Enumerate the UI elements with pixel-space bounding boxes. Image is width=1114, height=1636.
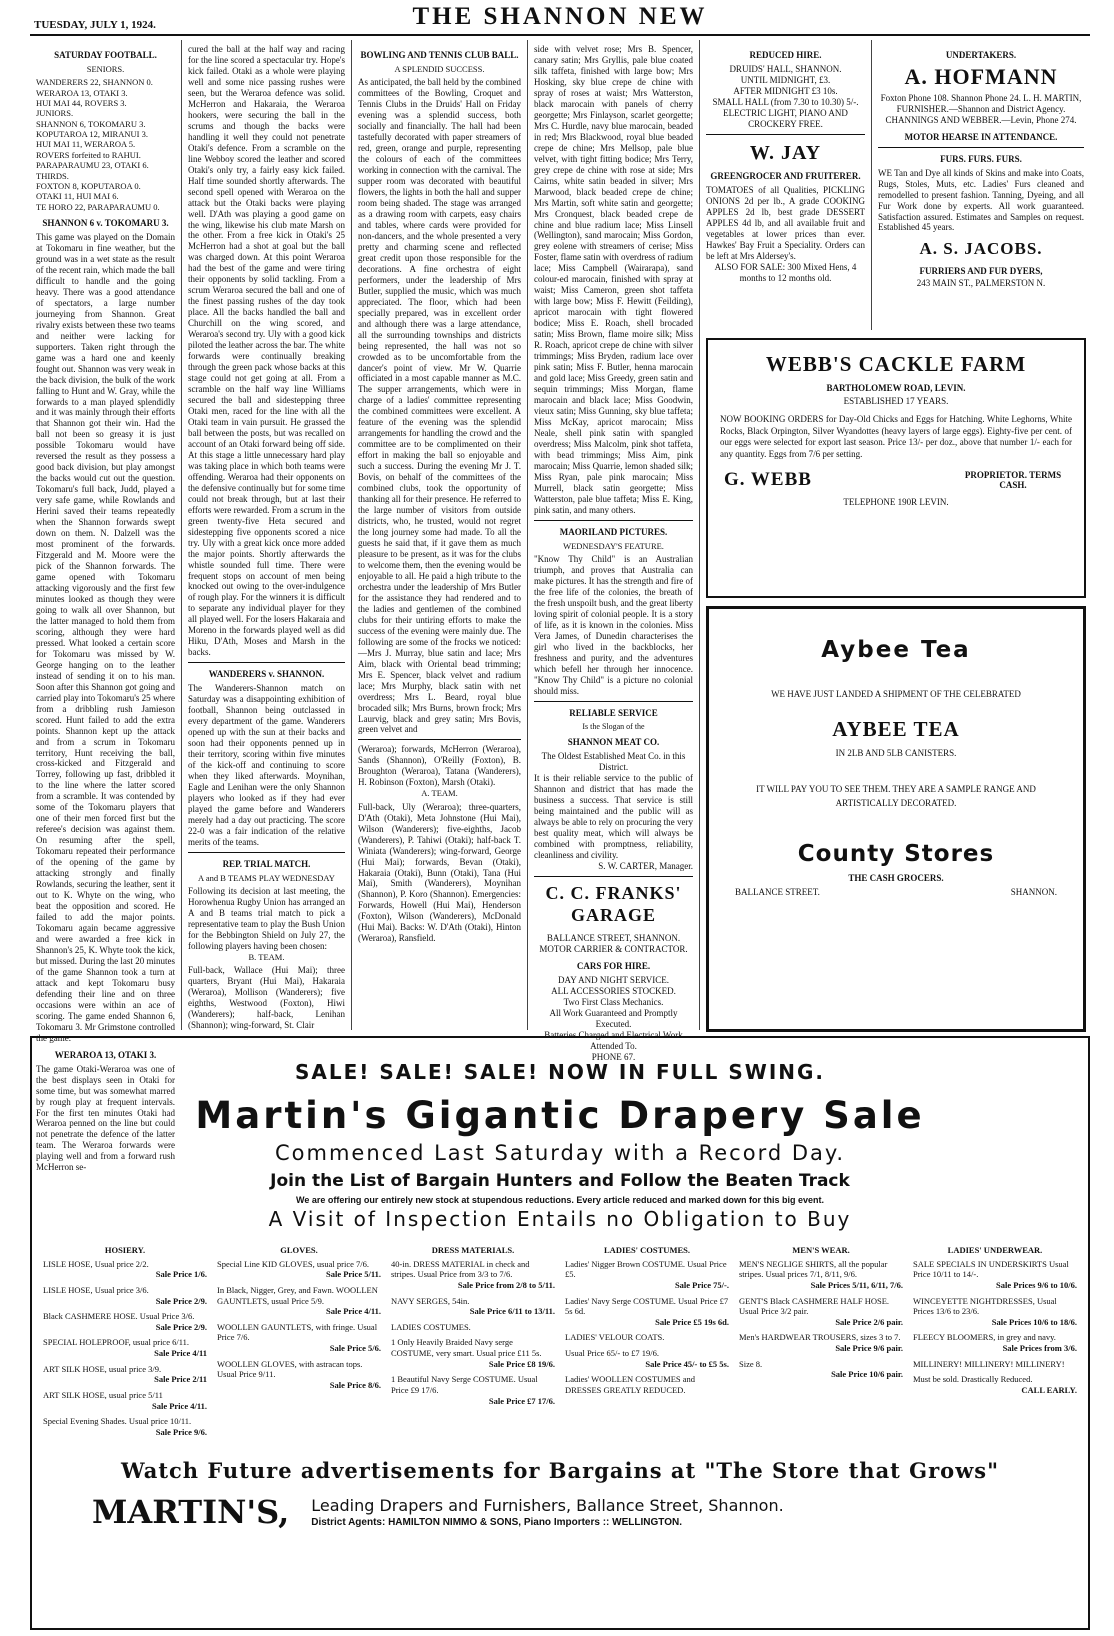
sale-item-price: Sale Price 9/6 pair. <box>835 1343 903 1353</box>
sale-item-price: Sale Price 5/11. <box>325 1269 381 1280</box>
webb-road: BARTHOLOMEW ROAD, LEVIN. <box>826 383 966 393</box>
sale-item <box>391 1374 555 1406</box>
column-6 <box>872 40 1090 330</box>
frocks-list: side with velvet rose; Mrs B. Spencer, canary satin; Mrs Gryllis, pale blue coated silk taffeta, finished with large bow; Mrs Hosking, sky blue crepe de chine with spray of roses at waist; Mrs Watterston, black marocain with panels of cherry georgette; Mrs Finlayson, scarlet georgette; Mrs C. Hurdle, navy blue marocain, beaded in red; Mrs Blackwood, royal blue beaded crepe de chine; Mrs Mellsop, pale blue velvet, with tight fitting bodice; Mrs Terry, grey crepe de chine with rose at side; Mrs Cairns, white satin beaded in silver; Mrs Marwood, black beaded crepe de chine; Mrs Martin, soft white satin and georgette; Mrs Cronquest, black beaded crepe de chine and blue radium lace; Miss Linsell (Wellington), sand marocain; Miss Gordon, grey eolene with streamers of cerise; Miss Foster, flame satin with overdress of radium lace; Miss Campbell (Wairarapa), sand colour-ed marocain, finished with spray at waist; Miss Cameron, green shot taffeta with large bow; Miss F. Hewitt (Feilding), apricot marocain with tight flowered bodice; Miss E. Roach, shell brocaded satin; Miss Brown, flame moire silk; Miss R. Roach, apricot crepe de chine with silver trimmings; Miss Bryden, radium lace over pink satin; Miss F. Butler, henna marocain and gold lace; Miss Greedy, green satin and sequin trimmings; Miss Morgan, flame marocain and black lace; Miss Goodwin, vieux satin; Miss Gunning, sky blue taffeta; Miss McKay, apricot marocain; Miss Neale, shell pink satin with spangled overdress; Miss Malcolm, pink shot taffeta, with bead trimmings; Miss Aim, pink marocain; Miss Quarrie, lemon shaded silk; Miss Ryan, pale pink marocain; Miss Murrell, black satin georgette; Miss Watterston, pale blue taffeta; Miss E. King, pink satin, and many others. <box>534 44 693 515</box>
garage-line: Two First Class Mechanics. <box>563 996 664 1007</box>
sale-item <box>43 1311 207 1332</box>
sale-category <box>38 1245 212 1442</box>
result-line: ROVERS forfeited to RAHUI. <box>36 149 141 160</box>
sale-banner: SALE! SALE! SALE! NOW IN FULL SWING. <box>294 1060 826 1084</box>
sale-item <box>739 1359 903 1380</box>
hofmann-name: A. HOFMANN <box>904 63 1058 89</box>
result-line: SHANNON 6, TOKOMARU 3. <box>36 118 146 129</box>
sale-item-price: CALL EARLY. <box>1021 1384 1077 1395</box>
shannon-tokomaru-heading: SHANNON 6 v. TOKOMARU 3. <box>42 218 169 228</box>
sale-item <box>43 1416 207 1437</box>
sale-item-price: Sale Price £8 19/6. <box>488 1358 555 1369</box>
sale-item-price: Sale Price from 2/8 to 5/11. <box>457 1279 555 1290</box>
seniors-label: SENIORS. <box>86 63 125 74</box>
sale-item <box>391 1322 555 1333</box>
column-4 <box>528 40 700 1062</box>
garage-line: ALL ACCESSORIES STOCKED. <box>551 985 676 996</box>
hire-line: SMALL HALL (from 7.30 to 10.30) 5/-. <box>712 96 859 107</box>
wanderers-shannon-report: The Wanderers-Shannon match on Saturday was a disappointing exhibition of football, Shannon being outclassed in every department of the game. Wanderers opened up with the sun at their backs and soon had their opponents penned up in their territory, scoring within five minutes of the kick-off and continuing to score when they liked afterwards. Moynihan, Eagle and Lenihan were the only Shannon players who looked as if they had ever played the game before and Wanderers merely had a day out practicing. The score 22-0 was a fair indication of the relative merits of the teams. <box>188 683 345 847</box>
jay-body: TOMATOES of all Qualities, PICKLING ONIONS 2d per lb., A grade COOKING APPLES 2d lb, best grade DESSERT APPLES 4d lb, and all available fruit and vegetables at lower prices than ever. Hawkes' Bay Fruit a Speciality. Orders can be left at Mrs Aldersey's. <box>706 185 865 261</box>
sale-item <box>43 1364 207 1385</box>
sale-item-desc: Usual Price 65/- to £7 19/6. <box>565 1348 659 1358</box>
sale-item-price: Sale Price 2/6 pair. <box>835 1316 903 1327</box>
garage-line: All Work Guaranteed and Promptly Executed. <box>549 1007 678 1029</box>
webb-advert <box>706 338 1086 598</box>
aybee-shipment: WE HAVE JUST LANDED A SHIPMENT OF THE CELEBRATED <box>771 689 1021 699</box>
sale-item-price: Sale Price 45/- to £5 5s. <box>645 1358 729 1369</box>
sale-item <box>913 1374 1077 1395</box>
divider <box>188 852 345 853</box>
sale-item <box>391 1337 555 1369</box>
sale-item-price: Sale Price 2/9. <box>155 1321 207 1332</box>
sale-categories <box>38 1245 1082 1442</box>
watch-future-ads: Watch Future advertisements for Bargains at "The Store that Grows" <box>120 1458 1000 1484</box>
sale-item-price: Sale Price 9/6. <box>155 1426 207 1437</box>
result-line: WANDERERS 22, SHANNON 0. <box>36 77 153 88</box>
hearse-line: MOTOR HEARSE IN ATTENDANCE. <box>904 131 1058 142</box>
sale-item-price: Sale Price 4/11. <box>151 1400 207 1411</box>
sale-category-heading: GLOVES. <box>280 1245 318 1255</box>
sale-item-desc: WINCEYETTE NIGHTDRESSES, Usual Prices 13/6 to 23/6. <box>913 1295 1057 1317</box>
jacobs-advert <box>878 154 1084 289</box>
sale-category <box>386 1245 560 1442</box>
ball-heading: BOWLING AND TENNIS CLUB BALL. <box>360 50 519 60</box>
sale-item-desc: LADIES COSTUMES. <box>391 1321 471 1332</box>
sale-item-desc: LISLE HOSE, Usual price 3/6. <box>43 1284 149 1295</box>
sale-title: Martin's Gigantic Drapery Sale <box>195 1094 925 1137</box>
sale-item-price: Sale Price 2/9. <box>155 1295 207 1306</box>
jacobs-trade: FURRIERS AND FUR DYERS, <box>919 266 1043 277</box>
sale-item-desc: FLEECY BLOOMERS, in grey and navy. <box>913 1332 1056 1343</box>
jay-advert <box>706 141 865 284</box>
sale-category <box>734 1245 908 1442</box>
sale-item <box>913 1332 1077 1353</box>
sale-category <box>908 1245 1082 1442</box>
meat-co-signature: S. W. CARTER, Manager. <box>598 860 693 871</box>
rep-trial-heading: REP. TRIAL MATCH. <box>222 858 311 869</box>
sale-item <box>739 1296 903 1328</box>
sale-item-price: Sale Price 6/11 to 13/11. <box>469 1306 555 1317</box>
rep-trial-subheading: A and B TEAMS PLAY WEDNESDAY <box>198 872 335 883</box>
column-2 <box>182 40 352 1030</box>
sale-item <box>739 1332 903 1353</box>
result-line: THIRDS. <box>36 170 69 181</box>
divider <box>878 147 1084 148</box>
sale-item-desc: Size 8. <box>739 1358 763 1369</box>
sale-item <box>391 1296 555 1317</box>
drapery-sale-advert <box>30 1036 1090 1630</box>
sale-offering: We are offering our entirely new stock at stupendous reductions. Every article reduced and marked down for this big event. <box>296 1195 824 1205</box>
martins-name: MARTIN'S, <box>92 1493 290 1532</box>
sale-item-desc: Black CASHMERE HOSE. Usual Price 3/6. <box>43 1311 195 1322</box>
sale-item <box>565 1332 729 1343</box>
sale-item-price: Sale Prices 9/6 to 10/6. <box>996 1279 1077 1290</box>
sale-category-heading: MEN'S WEAR. <box>792 1245 850 1255</box>
sale-item-desc: Special Line KID GLOVES, usual price 7/6. <box>217 1258 370 1269</box>
garage-name: C. C. FRANKS' GARAGE <box>545 882 682 925</box>
furs-body: WE Tan and Dye all kinds of Skins and make into Coats, Rugs, Stoles, Muts, etc. Ladies' Furs cleaned and remodelled to present fashion. Tanning, Dyeing, and all Fur Work done by experts. All work guaranteed. Satisfaction assured. Estimates and Samples on request. Established 45 years. <box>878 167 1084 233</box>
sale-category-heading: DRESS MATERIALS. <box>431 1245 515 1255</box>
sale-item-price: Sale Price 2/11 <box>154 1374 207 1385</box>
martins-lead: Leading Drapers and Furnishers, Ballance Street, Shannon. <box>311 1496 784 1516</box>
garage-address: BALLANCE STREET, SHANNON. <box>546 932 681 943</box>
result-line: JUNIORS. <box>36 108 74 119</box>
sale-item <box>217 1285 381 1317</box>
sale-item-price: Sale Price 4/11. <box>325 1306 381 1317</box>
webb-owner: G. WEBB <box>724 468 812 490</box>
hire-line: AFTER MIDNIGHT £3 10s. <box>733 85 838 96</box>
result-line: WERAROA 13, OTAKI 3. <box>36 87 128 98</box>
hire-lines <box>706 75 865 130</box>
county-stores-name: County Stores <box>797 840 995 867</box>
store-street: BALLANCE STREET. <box>735 886 820 897</box>
b-team-heading: B. TEAM. <box>248 951 285 962</box>
hire-hall: DRUIDS' HALL, SHANNON. <box>729 63 842 74</box>
b-team-list: Full-back, Wallace (Hui Mai); three quarters, Bryant (Hui Mai), Hakaraia (Weraroa), Mollison (Wanderers); five eighths, Westwood (Foxton), Hiwi (Wanderers); half-back, Lenihan (Shannon); wing-forward, St. Clair <box>188 965 345 1031</box>
maoriland-subheading: WEDNESDAY'S FEATURE. <box>563 540 664 551</box>
weraroa-otaki-report: The game Otaki-Weraroa was one of the best displays seen in Otaki for some time, but was somewhat marred by rough play at frequent intervals. For the first ten minutes Otaki had Weraroa penned on the line but could not penetrate the defence of the latter team. The Weraroa forwards were playing well and from a forward rush McHerron se- <box>36 1063 175 1173</box>
result-line: OTAKI 11, HUI MAI 6. <box>36 191 119 202</box>
sale-item <box>913 1259 1077 1291</box>
sale-item <box>913 1296 1077 1328</box>
sale-item-desc: In Black, Nigger, Grey, and Fawn. WOOLLEN GAUNTLETS, usual Price 5/9. <box>217 1284 378 1306</box>
hire-advert <box>706 50 865 130</box>
sale-category-heading: LADIES' COSTUMES. <box>604 1245 690 1255</box>
sale-item-desc: Ladies' WOOLLEN COSTUMES and DRESSES GREATLY REDUCED. <box>565 1374 696 1395</box>
sale-item-desc: LISLE HOSE, Usual price 2/2. <box>43 1258 149 1269</box>
aybee-advert <box>706 606 1086 1032</box>
ball-report: As anticipated, the ball held by the combined committees of the Bowling, Croquet and Tennis Clubs in the Druids' Hall on Friday evening was a splendid success, both socially and financially. The hall had been tastefully decorated with paper streamers of red, green, orange and purple, representing the colours of each of the committees working in connection with the carnival. The supper room was decorated with beautiful flowers, the lights in both the hall and supper room being shaded. The stage was arranged as a drawing room with carpets, easy chairs and tables, where cards were provided for non-dancers, and the whole presented a very pretty and charming scene and reflected great credit upon those responsible for the decorations. A fine orchestra of eight performers, under the leadership of Mrs Butler, supplied the music, which was much appreciated. The floor, which had been specially prepared, was in excellent order and although there was a large attendance, all the surrounding townships and districts being represented, the hall was not so crowded as to be uncomfortable from the dancer's point of view. Mr W. Quarrie officiated in a most capable manner as M.C. The supper arrangements, which were in charge of a ladies' committee representing the combined committees were excellent. A feature of the evening was the splendid arrangements for handling the crowd and the committee are to be complimented on their effort in making the ball so enjoyable and such a success. During the evening Mr J. T. Bovis, on behalf of the committees of the combined clubs, took the opportunity of thanking all for their presence. He referred to the large number of visitors from outside districts, who, he trusted, would not regret the long journey some had made. To all the guests he said that, if it gave them as much pleasure to be present, as it was for the clubs to welcome them, then the evening would be enjoyable to all. He paid a high tribute to the orchestra under the leadership of Mrs Butler for the assistance they had rendered and to the ladies and gentlemen of the combined clubs for their untiring efforts to make the success of the evening were mainly due. The following are some of the frocks we noticed:—Mrs J. Murray, blue satin and lace; Mrs Aim, black with Oriental bead trimming; Mrs E. Spencer, black velvet and radium lace; Mrs Murphy, black satin with net overdress; Mrs L. Beard, royal blue brocaded silk; Mrs Burns, brown frock; Mrs Laurvig, black and grey satin; Mrs Bovis, green velvet and <box>358 77 521 735</box>
sale-item-desc: 1 Only Heavily Braided Navy serge COSTUME, very smart. Usual price £11 5s. <box>391 1337 542 1358</box>
sale-commenced: Commenced Last Saturday with a Record Day. <box>274 1141 845 1165</box>
rep-trial-report: Following its decision at last meeting, the Horowhenua Rugby Union has arranged an A and B teams trial match to pick a representative team to play the Bush Union for the Bebbington Shield on July 27, the following players having been chosen: <box>188 886 345 951</box>
sale-item-desc: WOOLLEN GLOVES, with astracan tops. Usual Price 9/11. <box>217 1358 363 1380</box>
newspaper-page <box>30 0 1090 1636</box>
jay-sale: ALSO FOR SALE: 300 Mixed Hens, 4 months to 12 months old. <box>714 261 857 283</box>
maoriland-heading: MAORILAND PICTURES. <box>559 526 668 537</box>
sale-bargain-hunters: Join the List of Bargain Hunters and Follow the Beaten Track <box>270 1171 850 1191</box>
column-3 <box>352 40 528 1030</box>
result-line: HUI MAI 11, WERAROA 5. <box>36 139 136 150</box>
sale-item-price: Sale Price 1/6. <box>155 1269 207 1280</box>
sale-item <box>43 1390 207 1411</box>
sale-item-desc: MEN'S NEGLIGE SHIRTS, all the popular stripes. Usual prices 7/1, 8/11, 9/6. <box>739 1258 888 1280</box>
masthead <box>30 0 1090 36</box>
martins-agents: District Agents: HAMILTON NIMMO & SONS, Piano Importers :: WELLINGTON. <box>311 1517 682 1529</box>
sale-item-price: Sale Prices from 3/6. <box>1002 1343 1077 1353</box>
weraroa-otaki-report-cont: cured the ball at the half way and racing for the line scored a spectacular try. Hope's kick failed. Otaki as a whole were playing well and some nice passing rushes were seen, but the Weraroa defence was solid. McHerron and Hakaraia, the Weraroa hookers, were securing the ball in the scrums and though the backs were handling it well they could not penetrate Otaki's defence. From a scramble on the line Webboy scored the leather and scored Otaki's only try, a fairly easy kick failed. Half time sounded shortly afterwards. The second spell opened with Weraroa on the attack but the Otaki backs were playing well. D'Ath was playing a good game on the wing, likewise his club mate Marsh on the other. From a free kick in Otaki's 25 McHerron had a shot at goal but the ball was charged down. At this point Weraroa had the best of the game and were tiring their opponents by solid tackling. From a scrum Weraroa secured the ball and one of the finest passing rushes of the day took place. All the backs handled the ball and Churchill on the wing scored, and Weraroa's second try. Uly with a good kick piloted the leather across the bar. The white forwards were continually breaking through the green pack whose backs at this stage could not get going at all. From a scramble on the half way line Williams secured the ball and sidestepping three Otaki men, raced for the line with all the Otaki team in vain pursuit. He grassed the ball between the posts, but was recalled on account of an Otaki forward being off side. At this stage a little unnecessary hard play was taking place in which both teams were offending. Weraroa had their opponents on the defensive continually but for some time could not break through, but at last their efforts were rewarded. From a scrum in the green twenty-five Heta secured and sidestepping five opponents scored a nice try. Uly with a great kick once more added the major points. Shortly afterwards the whistle sounded full time. There were frequent stops on account of men being knocked out owing to the over-indulgence of rough play. For the winners it is difficult to separate any individual player for they all played well. For the losers Hakaraia and Moreno in the forwards played well as did Hiku, D'Ath, Moses and Marsh in the backs. <box>188 44 345 658</box>
divider <box>706 134 865 135</box>
garage-cars: CARS FOR HIRE. <box>576 960 651 971</box>
sale-item-price: Sale Price 10/6 pair. <box>831 1369 903 1380</box>
sale-item-price: Sale Price 5/6. <box>329 1343 381 1353</box>
sale-item-price: Sale Prices 10/6 to 18/6. <box>991 1316 1077 1327</box>
sale-category-heading: HOSIERY. <box>104 1245 146 1255</box>
undertakers-heading: UNDERTAKERS. <box>945 50 1017 60</box>
sale-inspection: A Visit of Inspection Entails no Obligation to Buy <box>268 1207 852 1231</box>
newspaper-title: THE SHANNON NEW <box>412 3 708 30</box>
a-team-heading: A. TEAM. <box>421 788 458 799</box>
meat-co-advert <box>534 708 693 872</box>
sale-item-desc: SALE SPECIALS IN UNDERSKIRTS Usual Price 10/11 to 14/-. <box>913 1258 1069 1280</box>
sale-item-desc: ART SILK HOSE, usual price 5/11 <box>43 1389 163 1400</box>
sale-item <box>565 1374 729 1395</box>
sale-item-price: Sale Price £5 19s 6d. <box>655 1316 729 1327</box>
result-line: TE HORO 22, PARAPARAUMU 0. <box>36 201 160 212</box>
maoriland-report: "Know Thy Child" is an Australian triumph, and proves that Australia can make pictures. It has the strength and fire of the free life of the colonies, the breath of the fresh unspoilt bush, and the great liberty loving spirit of colonial people. It is a story of life, as it is known in the colonies. Miss Vera James, of Dunedin characterises the girl who lived in the backblocks, her freshness and purity, and the adventures which befell her through her innocence. "Know Thy Child" is a picture no colonial should miss. <box>534 553 693 696</box>
webb-proprietor: PROPRIETOR. TERMS CASH. <box>964 469 1062 490</box>
reliable-service-heading: RELIABLE SERVICE <box>569 707 658 718</box>
meat-co-body: It is their reliable service to the public of Shannon and district that has made the business a success. That service is still being maintained and the public will as always be able to rely on procuring the very best quality meat, which will always be combined with promptness, reliability, cleanliness and civility. <box>534 773 693 860</box>
sale-item-desc: NAVY SERGES, 54in. <box>391 1295 470 1306</box>
divider <box>534 876 693 877</box>
divider <box>358 739 521 740</box>
a-team-list: Full-back, Uly (Weraroa); three-quarters, D'Ath (Otaki), Meta Johnstone (Hui Mai), Wilson (Wanderers); five-eighths, Jacob (Wanderers), P. Tahiwi (Otaki); half-back T. Winiata (Wanderers); wing-forward, George (Hui Mai); forwards, Bevan (Otaki), Hakaraia (Otaki), Bunn (Otaki), Tana (Hui Mai), Smith (Wanderers), Moynihan (Shannon), P. Koro (Shannon). Emergencies: Forwards, Howell (Hui Mai), Henderson (Foxton), Wilson (Wanderers), McDonald (Hui Mai). Backs: W. D'Ath (Otaki), Hinton (Weraroa), Ransfield. <box>358 801 521 944</box>
martins-signature <box>92 1493 1088 1531</box>
sale-item <box>43 1285 207 1306</box>
result-line: PARAPARAUMU 23, OTAKI 6. <box>36 160 149 171</box>
sale-item-desc: Men's HARDWEAR TROUSERS, sizes 3 to 7. <box>739 1332 901 1343</box>
aybee-name: Aybee Tea <box>821 637 971 663</box>
divider <box>534 701 693 702</box>
sale-item-desc: Must be sold. Drastically Reduced. <box>913 1374 1033 1385</box>
a-team-preamble: (Weraroa); forwards, McHerron (Weraroa), Sands (Shannon), O'Reilly (Foxton), B. Broughton (Weraroa), Tatana (Wanderers), H. Robinson (Foxton), Marsh (Otaki). <box>358 744 521 788</box>
hire-line: UNTIL MIDNIGHT, £3. <box>740 74 831 85</box>
sale-item-price: Sale Price 75/-. <box>674 1279 729 1290</box>
ball-subheading: A SPLENDID SUCCESS. <box>394 63 485 74</box>
sale-category <box>560 1245 734 1442</box>
sale-item-desc: 40-in. DRESS MATERIAL in check and stripes. Usual Price from 3/3 to 7/6. <box>391 1258 530 1280</box>
sale-item <box>913 1359 1077 1370</box>
garage-trade: MOTOR CARRIER & CONTRACTOR. <box>539 943 688 954</box>
sale-item-desc: Ladies' Navy Serge COSTUME. Usual Price £7 5s 6d. <box>565 1295 729 1317</box>
meat-co-name: SHANNON MEAT CO. <box>567 737 660 748</box>
sale-item <box>43 1259 207 1280</box>
webb-telephone: TELEPHONE 190R LEVIN. <box>843 496 949 507</box>
sale-item <box>43 1337 207 1358</box>
sale-item <box>217 1259 381 1280</box>
hofmann-body: Foxton Phone 108. Shannon Phone 24. L. H. MARTIN, FURNISHER.—Shannon and District Agency. CHANNINGS AND WEBBER.—Levin, Phone 274. <box>880 92 1082 125</box>
webb-title: WEBB'S CACKLE FARM <box>765 352 1027 376</box>
sale-category <box>212 1245 386 1442</box>
sale-item-price: Sale Price 8/6. <box>329 1379 381 1390</box>
result-line: FOXTON 8, KOPUTAROA 0. <box>36 180 141 191</box>
football-heading: SATURDAY FOOTBALL. <box>54 50 157 60</box>
slogan-label: Is the Slogan of the <box>582 721 645 731</box>
garage-line: Batteries Charged and Electrical Work Attended To. <box>544 1029 683 1051</box>
issue-date: TUESDAY, JULY 1, 1924. <box>34 19 156 31</box>
sale-item-desc: SPECIAL HOLEPROOF, usual price 6/11. <box>43 1337 190 1348</box>
sale-item <box>565 1259 729 1291</box>
hofmann-advert <box>878 50 1084 143</box>
aybee-pay: IT WILL PAY YOU TO SEE THEM. THEY ARE A SAMPLE RANGE AND ARTISTICALLY DECORATED. <box>756 784 1036 809</box>
sale-item-desc: ART SILK HOSE, usual price 3/9. <box>43 1363 162 1374</box>
wanderers-shannon-heading: WANDERERS v. SHANNON. <box>208 669 325 680</box>
aybee-name-2: AYBEE TEA <box>832 717 960 741</box>
sale-item-desc: 1 Beautiful Navy Serge COSTUME. Usual Price £9 17/6. <box>391 1374 538 1395</box>
sale-item-desc: Special Evening Shades. Usual price 10/11. <box>43 1416 192 1427</box>
football-results <box>36 77 175 212</box>
column-1 <box>30 40 182 1173</box>
sale-item <box>217 1359 381 1391</box>
webb-body: NOW BOOKING ORDERS for Day-Old Chicks and Eggs for Hatching. White Leghorns, White Rocks, Black Orpington, Silver Wyandottes (heavy layers of large eggs). Eighty-five per cent. of our eggs were selected for export last season. Price 13/- per doz., above that number 1/- each for any quantity. Eggs from 7/6 per setting. <box>720 414 1072 460</box>
hire-line: ELECTRIC LIGHT, PIANO AND CROCKERY FREE. <box>723 107 848 129</box>
meat-co-intro: The Oldest Established Meat Co. in this District. <box>541 751 686 773</box>
cash-grocers: THE CASH GROCERS. <box>848 872 944 883</box>
result-line: KOPUTAROA 12, MIRANUI 3. <box>36 129 148 140</box>
sale-item <box>739 1259 903 1291</box>
furs-heading: FURS. FURS. FURS. <box>940 153 1022 164</box>
aybee-canisters: IN 2LB AND 5LB CANISTERS. <box>835 748 957 758</box>
sale-item-desc: MILLINERY! MILLINERY! MILLINERY! <box>913 1358 1065 1369</box>
sale-item <box>565 1296 729 1328</box>
jay-name: W. JAY <box>749 141 822 164</box>
garage-line: PHONE 67. <box>591 1051 636 1062</box>
garage-line: DAY AND NIGHT SERVICE. <box>558 974 669 985</box>
sale-item <box>391 1259 555 1291</box>
column-5 <box>700 40 872 330</box>
sale-item-price: Sale Price £7 17/6. <box>488 1395 555 1406</box>
store-town: SHANNON. <box>1010 886 1057 897</box>
shannon-tokomaru-report: This game was played on the Domain at Tokomaru in fine weather, but the ground was in a wet state as the result of the recent rain, which made the ball difficult to handle and the going heavy. There was a good attendance of spectators, a large number journeying from Shannon. Great rivalry exists between these two teams and neither were lacking for supporters. Taken right through the game was a hard one and keenly fought out. Shannon was very weak in the back division, the bulk of the work falling to Hunt and W. Gray, while the forwards to a man played splendidly and it was mainly through their efforts that Shannon got their win. Had the ball not been so greasy it is just possible Tokomaru would have reversed the result as they possess a good back division, but play amongst the backs would cut out the question. Tokomaru's full back, Judd, played a very safe game, while Rowlands and Herini saved their teams repeatedly when the Shannon forwards swept down on them. N. Dalzell was the most prominent of the forwards. Fitzgerald and M. Moore were the pick of the Shannon forwards. The game opened with Tokomaru attacking vigorously and the first few minutes looked as though they were going to walk all over Shannon, but the latter managed to hold them from scoring, although they were hard pressed. What looked a certain score for Tokomaru was missed by W. George hanging on to the leather instead of sending it on to his man. Soon after this Shannon got going and carried play into Tokomaru's 25 where from a dribbling rush Jamieson scored. Hunt failed to add the extra points. Shannon kept up the attack and from a scrum in Tokomaru territory, Hunt receiving the ball, cross-kicked and Fitzgerald and Torrey, following up fast, dribbled it to the line where the latter scored from a scramble. It was contended by some of the Tokomaru players that one of their men forced first but the referee's decision was against them. On resuming after the spell, Tokomaru repeated their performance of the opening of the game by attacking strongly and finally Rowlands, securing the leather, sent it out to K. Whyte on the wing, who beat the opposition and scored. He failed to add the major points. Tokomaru again became aggressive and were awarded a free kick in Shannon's 25, K. Whyte took the kick, but missed. During the last 20 minutes of the game Shannon took a turn at attack and kept Tokomaru busy defending their line and on three occasions were within an ace of scoring. The game ended Shannon 6, Tokomaru 3. Mr Grimstone controlled the game. <box>36 231 175 1043</box>
jay-trade: GREENGROCER AND FRUITERER. <box>710 171 861 182</box>
sale-item <box>565 1348 729 1369</box>
sale-item <box>217 1322 381 1354</box>
sale-item-desc: Ladies' Nigger Brown COSTUME. Usual Price £5. <box>565 1258 727 1280</box>
divider <box>188 662 345 663</box>
sale-category-heading: LADIES' UNDERWEAR. <box>947 1245 1043 1255</box>
jacobs-address: 243 MAIN ST., PALMERSTON N. <box>916 278 1046 289</box>
jacobs-name: A. S. JACOBS. <box>919 239 1043 259</box>
result-line: HUI MAI 44, ROVERS 3. <box>36 98 127 109</box>
sale-item-price: Sale Price 4/11 <box>154 1348 207 1358</box>
hire-heading: REDUCED HIRE. <box>749 50 822 60</box>
sale-item-desc: GENT'S Black CASHMERE HALF HOSE. Usual Price 3/2 pair. <box>739 1295 890 1317</box>
sale-item-desc: WOOLLEN GAUNTLETS, with fringe. Usual Price 7/6. <box>217 1321 378 1343</box>
weraroa-otaki-heading: WERAROA 13, OTAKI 3. <box>54 1049 157 1060</box>
divider <box>534 520 693 521</box>
sale-item-price: Sale Prices 5/11, 6/11, 7/6. <box>810 1279 903 1290</box>
sale-item-desc: LADIES' VELOUR COATS. <box>565 1332 665 1343</box>
webb-established: ESTABLISHED 17 YEARS. <box>843 396 949 406</box>
